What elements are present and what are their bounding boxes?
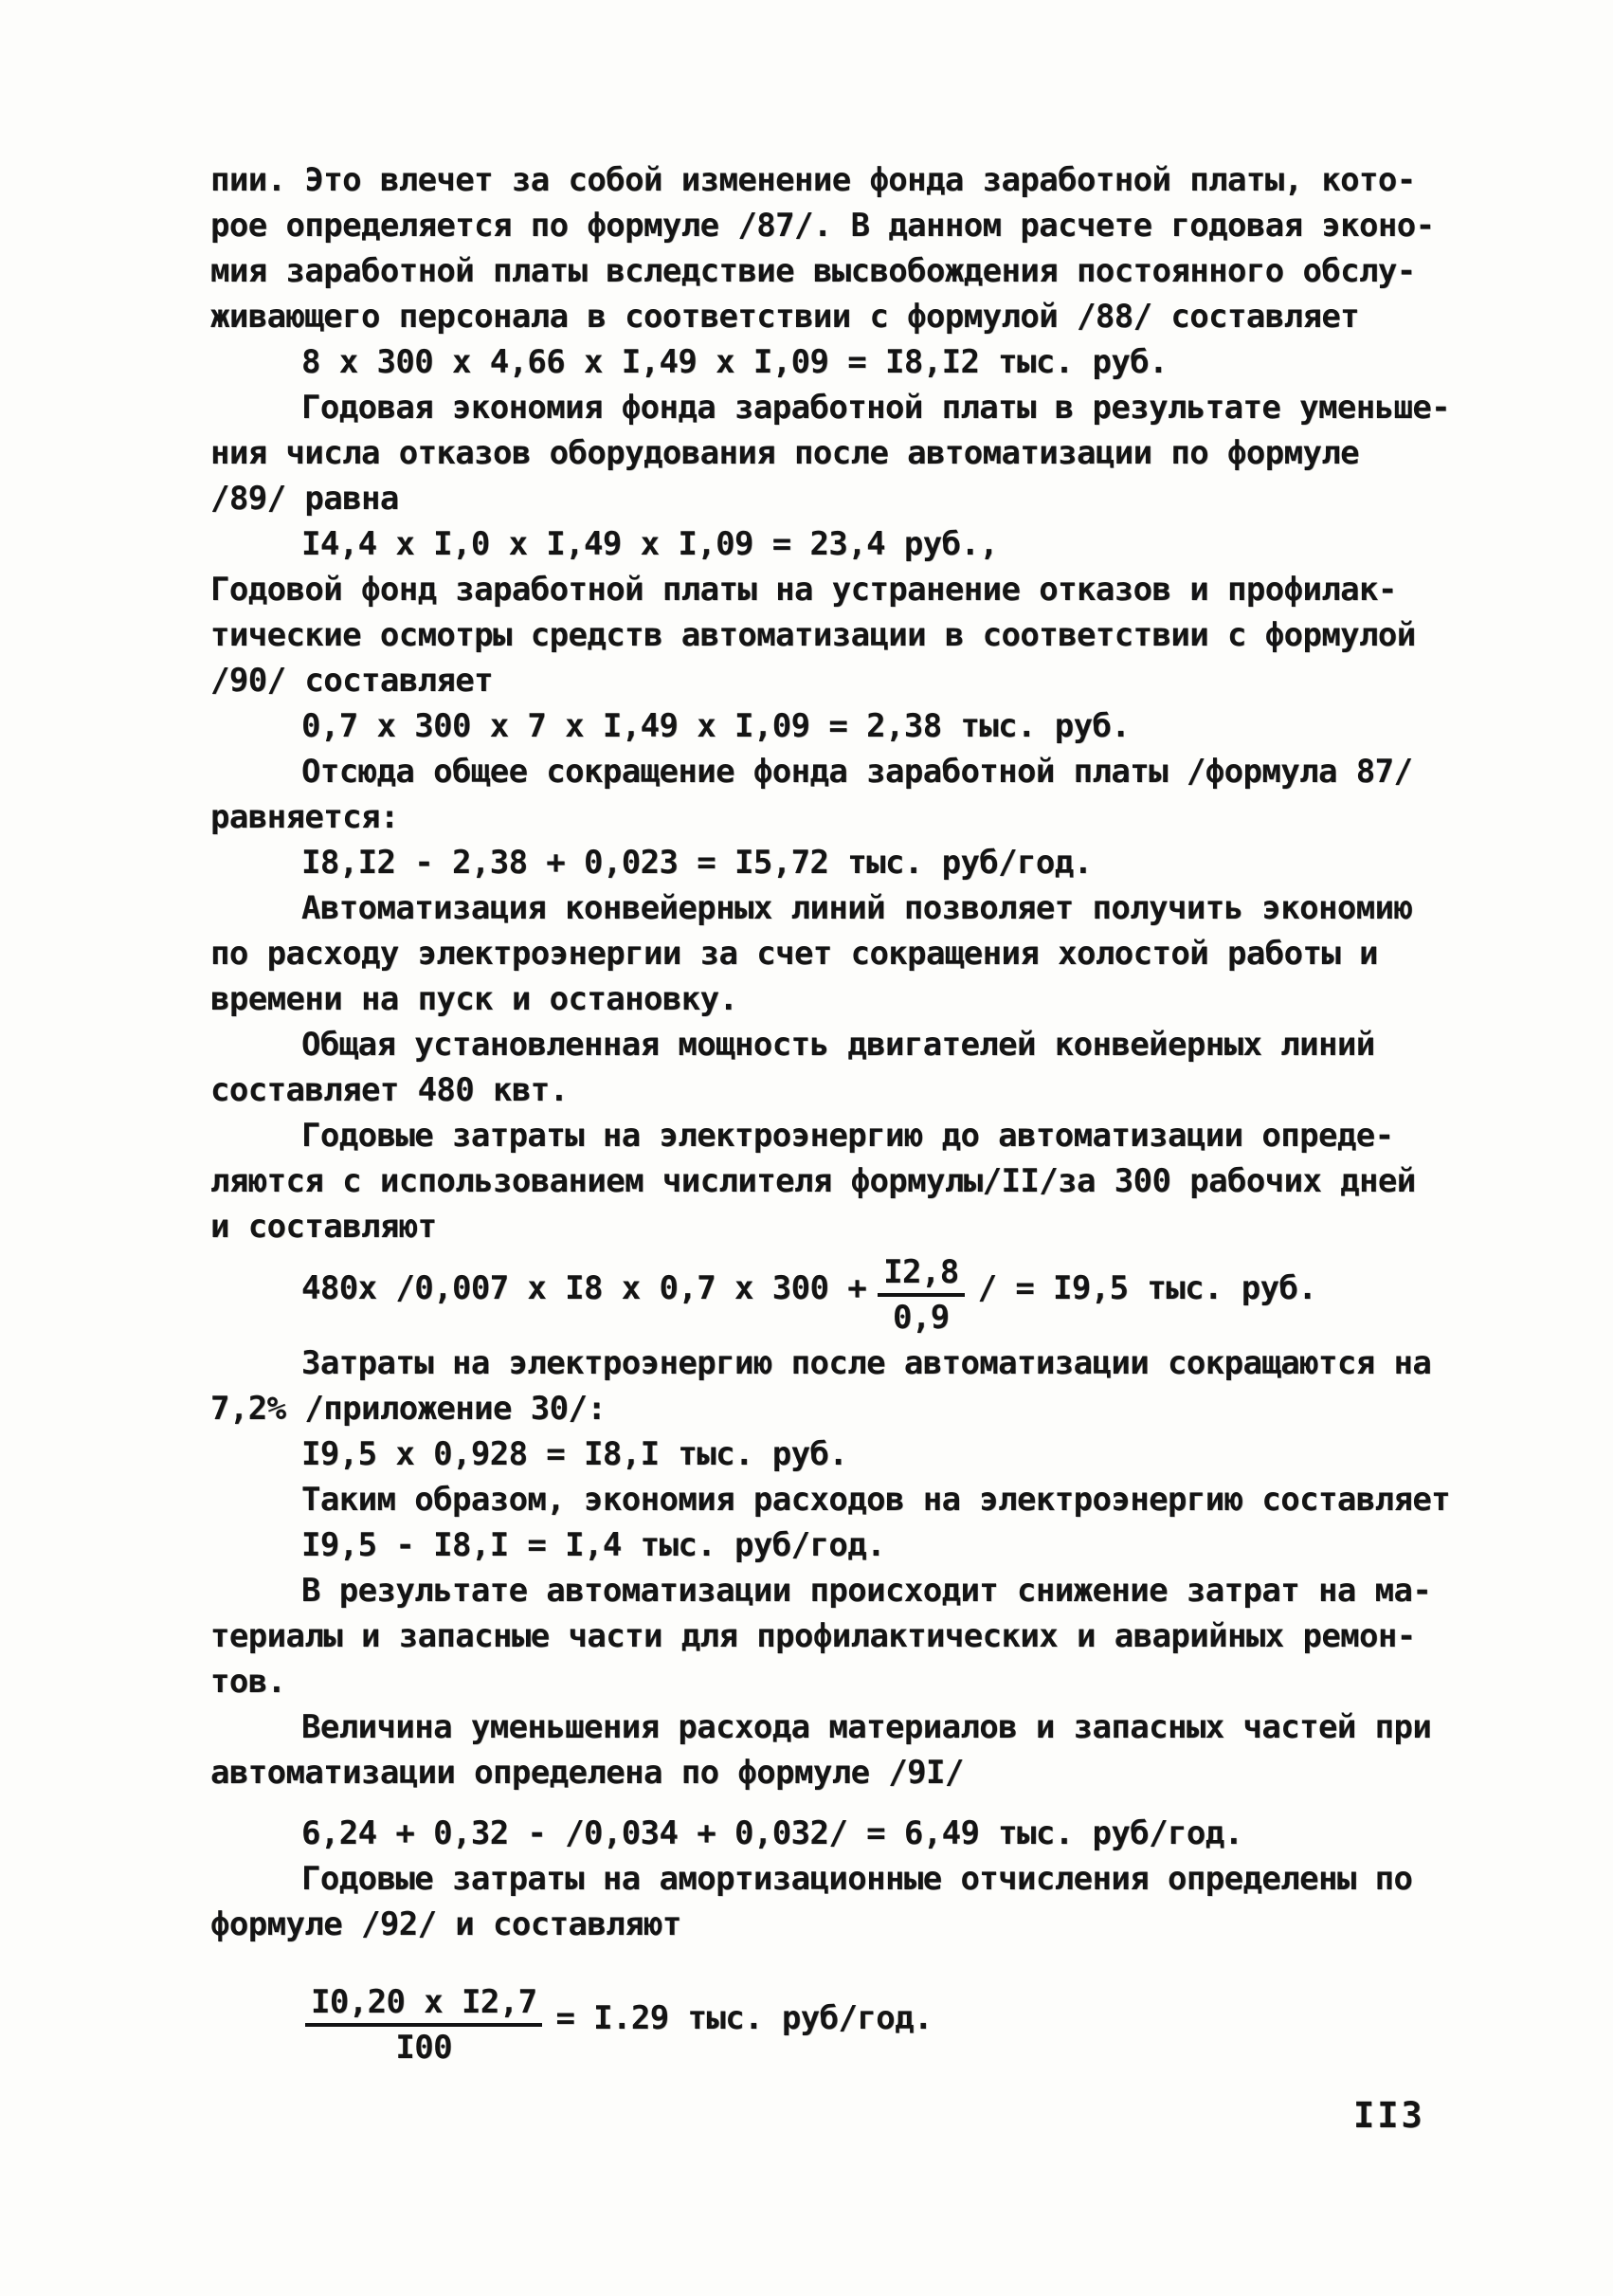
formula-line: I4,4 х I,0 х I,49 х I,09 = 23,4 руб., [301, 525, 999, 563]
fraction-denominator: 0,9 [893, 1299, 950, 1337]
fraction-numerator: I2,8 [878, 1252, 964, 1297]
text-line: тические осмотры средств автоматизации в соответствии с формулой [210, 616, 1416, 654]
text-line: Таким образом, экономия расходов на электроэнергию составляет [301, 1481, 1451, 1519]
text-line: Годовые затраты на электроэнергию до автоматизации опреде- [301, 1117, 1394, 1155]
text-line: живающего персонала в соответствии с формулой /88/ составляет [210, 298, 1360, 336]
formula-suffix: = I.29 тыс. руб/год. [555, 1999, 933, 2037]
formula-prefix: 480х /0,007 х I8 х 0,7 х 300 + [301, 1269, 867, 1307]
fraction [305, 1982, 542, 2068]
fraction-denominator: I00 [395, 2029, 453, 2067]
formula-electricity [210, 1249, 1537, 1340]
text-line: рое определяется по формуле /87/. В данном расчете годовая эконо- [210, 207, 1435, 245]
formula-materials: 6,24 + 0,32 - /0,034 + 0,032/ = 6,49 тыс. руб/год. [301, 1814, 1243, 1852]
text-line: ния числа отказов оборудования после автоматизации по формуле [210, 434, 1360, 472]
text-line: Общая установленная мощность двигателей конвейерных линий [301, 1026, 1375, 1064]
text-line: тов. [210, 1663, 286, 1701]
text-line: по расходу электроэнергии за счет сокращения холостой работы и [210, 935, 1378, 973]
text-line: равняется: [210, 798, 399, 836]
text-line: В результате автоматизации происходит снижение затрат на ма- [301, 1572, 1432, 1610]
formula-line: I9,5 х 0,928 = I8,I тыс. руб. [301, 1435, 848, 1473]
text-line: формуле /92/ и составляют [210, 1905, 681, 1943]
formula-line: 0,7 х 300 х 7 х I,49 х I,09 = 2,38 тыс. руб. [301, 707, 1131, 745]
text-line: териалы и запасные части для профилактических и аварийных ремон- [210, 1617, 1416, 1655]
text-line: и составляют [210, 1208, 437, 1246]
text-line: Годовой фонд заработной платы на устранение отказов и профилак- [210, 571, 1397, 609]
formula-line: 8 х 300 х 4,66 х I,49 х I,09 = I8,I2 тыс. руб. [301, 343, 1169, 381]
text-line: мия заработной платы вследствие высвобождения постоянного обслу- [210, 252, 1416, 290]
text-line: времени на пуск и остановку. [210, 980, 738, 1018]
text-line: ляются с использованием числителя формулы/II/за 300 рабочих дней [210, 1162, 1416, 1200]
formula-suffix: / = I9,5 тыс. руб. [977, 1269, 1317, 1307]
text-line: 7,2% /приложение 30/: [210, 1390, 607, 1428]
formula-line: I9,5 - I8,I = I,4 тыс. руб/год. [301, 1526, 885, 1564]
formula-amortization [210, 1972, 1537, 2078]
fraction [878, 1252, 964, 1338]
text-line: Годовая экономия фонда заработной платы в результате уменьше- [301, 389, 1451, 427]
text-line: составляет 480 квт. [210, 1071, 569, 1109]
text-line: Автоматизация конвейерных линий позволяет получить экономию [301, 889, 1413, 927]
formula-line: I8,I2 - 2,38 + 0,023 = I5,72 тыс. руб/год. [301, 844, 1093, 882]
text-line: /89/ равна [210, 480, 399, 518]
text-line: /90/ составляет [210, 662, 494, 700]
fraction-numerator: I0,20 х I2,7 [305, 1982, 542, 2027]
text-block [210, 157, 1537, 2078]
text-line: Отсюда общее сокращение фонда заработной платы /формула 87/ [301, 753, 1413, 791]
text-line: Годовые затраты на амортизационные отчисления определены по [301, 1860, 1413, 1898]
text-line: автоматизации определена по формуле /9I/ [210, 1754, 964, 1792]
text-line: Величина уменьшения расхода материалов и запасных частей при [301, 1708, 1432, 1746]
page-number: II3 [1353, 2095, 1425, 2136]
text-line: пии. Это влечет за собой изменение фонда заработной платы, кото- [210, 161, 1416, 199]
text-line: Затраты на электроэнергию после автоматизации сокращаются на [301, 1344, 1432, 1382]
